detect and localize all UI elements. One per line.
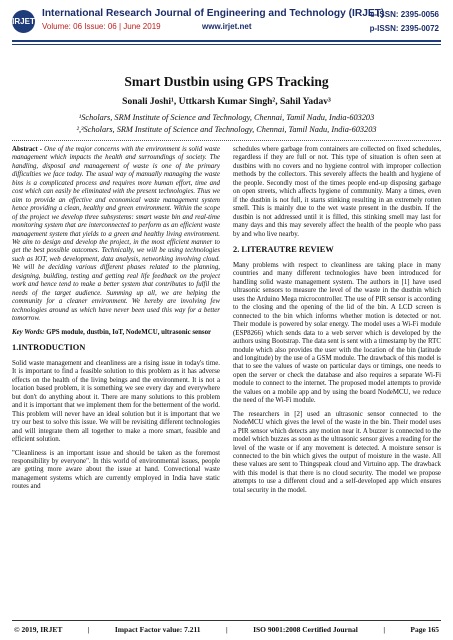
abstract-label: Abstract - [12,146,43,153]
paper-authors: Sonali Joshi¹, Uttkarsh Kumar Singh², Sahil Yadav³ [122,97,331,107]
footer-page: Page 165 [410,625,439,634]
page-footer [14,625,439,634]
keywords [12,329,220,337]
affiliation-1: ¹Scholars, SRM Institute of Science and Technology, Chennai, Tamil Nadu, India-603203 [78,113,375,122]
keywords-text: GPS module, dustbin, IoT, NodeMCU, ultrasonic sensor [46,328,212,336]
footer-iso: ISO 9001:2008 Certified Journal [253,625,358,634]
e-issn: e-ISSN: 2395-0056 [370,10,439,19]
journal-logo: IRJET [12,10,35,33]
abstract-text: One of the major concerns with the environment is solid waste management which impacts the health and surroundings of society. The handling, disposal and management of waste is one of the primary difficulties we face today. The usual way of manually managing the waste bins is a complicated process and requires more human effort, time and cost which can easily be eliminated with the present technologies. Thus we aim to provide an effective and economical waste management system hence providing a clean, healthy and green environment. Within the scope of the project we develop three subsystems: smart waste bin and real-time monitoring system that are interconnected to perform as an efficient waste management system that yields to a green and healthy living environment. We aim to design and develop the project, in the most efficient manner to get the best possible outcomes. Technically, we will be using technologies such as IOT, web development, data analysis, networking involving cloud. We will be deciding various different phases related to the planning, designing, building, testing and getting real life feedback on the project work and hence tend to make a better system that contributes to fulfil the needs of the target audience. Summing up all, we are helping the community for a cleaner environment. We hereby are involving few technologies around us which have never been used this way for a better tomorrow. [12,146,220,323]
footer-divider [12,620,441,621]
affiliation-2: ²,³Scholars, SRM Institute of Science and Technology, Chennai, Tamil Nadu, India-603203 [76,125,377,134]
header-divider [12,40,441,42]
left-column [12,146,220,497]
journal-header [0,0,453,44]
footer-sep-1: | [87,625,90,634]
intro-paragraph-1: Solid waste management and cleanliness are a rising issue in today's time. It is important to find a feasible solution to this problem as it has adverse effects on the health of the living beings and the environment. It is not a location based problem, it is something we see every day and everywhere but don't do anything about it. There are many solutions to this problem and it is important that we implement them for the betterment of the world. This problem will never have an ideal solution but it is important that we try our best to solve this issue. We will be revisiting different technologies and will integrate them all together to make a more smart, feasible and efficient solution. [12,359,220,444]
journal-title: International Research Journal of Engineering and Technology (IRJET) [42,8,385,19]
abstract [12,146,220,324]
journal-website[interactable]: www.irjet.net [202,22,252,31]
paper-title: Smart Dustbin using GPS Tracking [124,74,329,89]
p-issn: p-ISSN: 2395-0072 [369,24,439,33]
right-column [233,146,441,500]
keywords-label: Key Words: [12,328,45,336]
review-paragraph-1: Many problems with respect to cleanliness are taking place in many countries and many different technologies have been introduced for handling solid waste management system. The authors in [1] have used ultrasonic sensors to measure the level of the waste in the dustbin which uses the Arduino Mega microcontroller. The use of PIR sensor is according to the closing and the opening of the lid of the bin. A LCD screen is connected to the bin which informs whether motion is detected or not. Their module is powered by solar energy. The model uses a Wi-Fi module (ESP8266) which sends data to a web server which is developed by the authors using Bootstrap. The data sent is sent with a timestamp by the RTC module which also provides the user with the location of the bin (latitude and longitude) by the use of a GSM module. The drawback of this model is that to see the values of waste on particular days or timings, one needs to open the server or check the database and also requires a separate Wi-Fi module to connect to the internet. The proposed model attempts to provide the values on a mobile app and by using the board NodeMCU, we reduce the need of the Wi-Fi module. [233,261,441,405]
review-heading: 2. LITERAUTRE REVIEW [233,244,334,254]
volume-info: Volume: 06 Issue: 06 | June 2019 [42,22,161,31]
review-paragraph-2: The researchers in [2] used an ultrasonic sensor connected to the NodeMCU which gives the level of the waste in the bin. Their model uses a PIR sensor which detects any motion near it. A buzzer is connected to the model which buzzes as soon as the ultrasonic sensor gives a reading for the level of the waste or if any movement is detected. A moisture sensor is connected to the bin which gives the output of moisture in the waste. All these values are sent to Thingspeak cloud and Virtuino app. The drawback with this model is that there is no cloud security. The model we propose attempts to use a different cloud and a self-developed app which ensures total security in the model. [233,410,441,494]
section-divider [12,140,441,141]
footer-copyright: © 2019, IRJET [14,625,63,634]
header-divider-thin [12,44,441,45]
intro-paragraph-2: "Cleanliness is an important issue and should be taken as the foremost responsibility by everyone". In this world of environmental issues, people are getting more aware about the issue at hand. Convectional waste management systems which are currently employed in India have static routes and [12,449,220,491]
body-paragraph: schedules where garbage from containers are collected on fixed schedules, regardless if they are full or not. This type of situation is often seen at dustbins with no covers and no hygiene control with improper collection methods by the collectors. This severely affects the health and hygiene of the people. Secondly most of the times people end-up disposing garbage on open streets, which affects hygiene of community. Many a times, even if the dustbin is not full, it starts stinking resulting in an extremely rotten smell. This is mainly due to the wet waste present in the dustbin. If the dustbin is not addressed until it is filled, this stinking smell may last for many days and this may severely affect the health of the people who pass by and who live nearby. [233,146,441,238]
intro-heading: 1.INTRODUCTION [12,342,86,352]
footer-sep-3: | [383,625,385,634]
footer-impact: Impact Factor value: 7.211 [114,625,201,634]
footer-sep-2: | [225,625,228,634]
issn-block [370,8,439,36]
